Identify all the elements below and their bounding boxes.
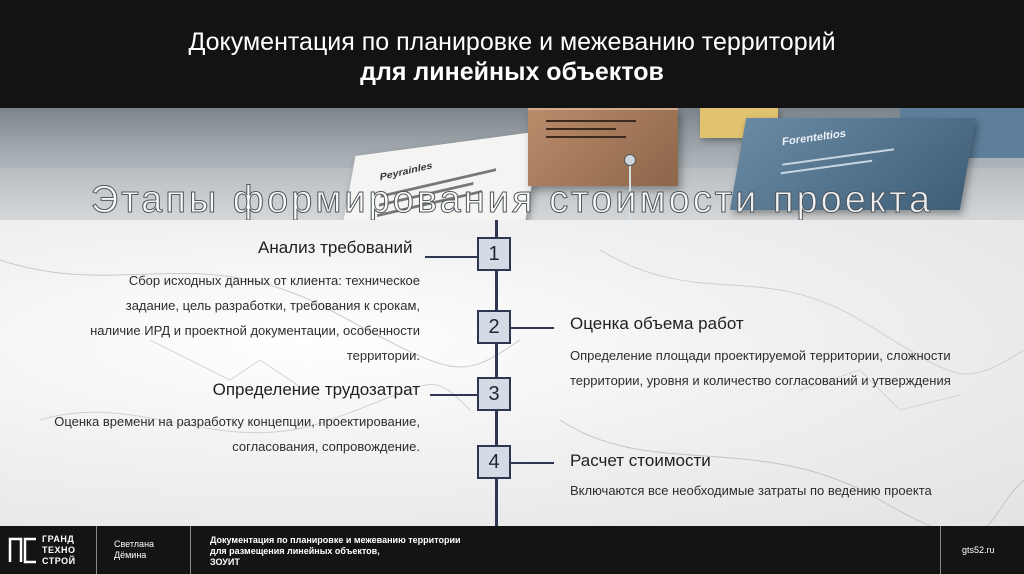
banner-brown-box (528, 108, 678, 186)
connector-step-2 (510, 327, 554, 329)
banner-brown-line (546, 128, 616, 130)
step-1-line: территории. (346, 348, 420, 363)
connector-step-3 (430, 394, 479, 396)
step-2-line: Определение площади проектируемой территории, сложности (570, 348, 951, 363)
section-title: Этапы формирования стоимости проекта (90, 179, 934, 220)
author-line: Дёмина (114, 550, 147, 560)
doc-line: Документация по планировке и межеванию территории (210, 535, 461, 545)
slide-title-line-1: Документация по планировке и межеванию территорий (188, 28, 836, 56)
author-line: Светлана (114, 539, 155, 549)
logo-line: СТРОЙ (42, 556, 76, 566)
footer-website: gts52.ru (962, 545, 995, 555)
logo-line: ГРАНД (42, 534, 75, 544)
slide-header (0, 0, 1024, 108)
step-4-line: Включаются все необходимые затраты по ведению проекта (570, 483, 932, 498)
step-3-title: Определение трудозатрат (212, 380, 420, 399)
slide-title-line-2: для линейных объектов (360, 58, 664, 86)
company-logo-icon (8, 536, 38, 564)
step-2-title: Оценка объема работ (570, 314, 744, 333)
banner-blue-line (782, 148, 894, 165)
step-1-line: наличие ИРД и проектной документации, особенности (90, 323, 420, 338)
doc-line: для размещения линейных объектов, (210, 546, 380, 556)
step-2-line: территории, уровня и количество согласований и утверждения (570, 373, 951, 388)
banner-blue-label: Forenteltios (781, 127, 847, 149)
footer-divider (940, 526, 941, 574)
step-2-description (570, 343, 1010, 393)
step-1-line: Сбор исходных данных от клиента: техническое (128, 273, 420, 288)
footer-author (114, 539, 154, 561)
connector-step-1 (425, 256, 479, 258)
banner-brown-line (546, 136, 626, 138)
banner-brown-line (546, 120, 636, 122)
step-number-2: 2 (477, 310, 511, 344)
step-1-line: задание, цель разработки, требования к срокам, (125, 298, 420, 313)
step-4-description (570, 478, 1010, 503)
step-3-line: Оценка времени на разработку концепции, проектирование, (54, 414, 420, 429)
step-4-title: Расчет стоимости (570, 451, 711, 470)
slide-footer (0, 526, 1024, 574)
step-1-description (40, 268, 420, 368)
company-logo-text (42, 534, 76, 567)
footer-divider (96, 526, 97, 574)
logo-line: ТЕХНО (42, 545, 76, 555)
banner-brown-box-top (528, 108, 678, 110)
step-number-4: 4 (477, 445, 511, 479)
doc-line: ЗОУИТ (210, 557, 240, 567)
step-number-3: 3 (477, 377, 511, 411)
banner-image (0, 108, 1024, 220)
footer-divider (190, 526, 191, 574)
banner-card-label: Peyrainles (379, 160, 433, 184)
connector-step-4 (510, 462, 554, 464)
step-number-1: 1 (477, 237, 511, 271)
step-3-line: согласования, сопровождение. (232, 439, 420, 454)
step-1-title: Анализ требований (258, 238, 413, 257)
banner-pin (624, 154, 636, 166)
step-3-description (10, 409, 420, 459)
footer-document-name (210, 535, 461, 568)
